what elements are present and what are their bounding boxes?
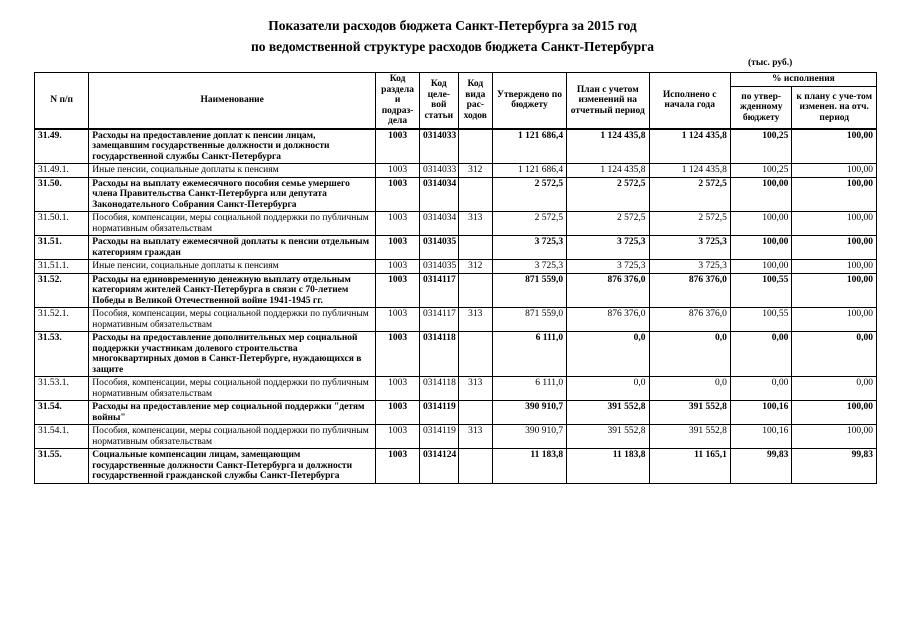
row-executed: 1 124 435,8 xyxy=(649,164,730,178)
row-executed: 391 552,8 xyxy=(649,401,730,425)
table-row xyxy=(35,212,877,236)
header-pct-approved: по утвер-жденному бюджету xyxy=(730,87,792,129)
table-row xyxy=(35,425,877,449)
row-number: 31.53. xyxy=(35,332,89,377)
header-approved: Утверждено по бюджету xyxy=(493,73,567,129)
row-number: 31.50. xyxy=(35,177,89,212)
table-row xyxy=(35,236,877,260)
table-row xyxy=(35,449,877,484)
table-row xyxy=(35,260,877,274)
table-row xyxy=(35,308,877,332)
row-plan: 0,0 xyxy=(567,377,649,401)
row-pct-approved: 100,55 xyxy=(730,308,792,332)
row-pct-plan: 100,00 xyxy=(792,177,877,212)
row-section-code: 1003 xyxy=(376,449,420,484)
row-approved: 1 121 686,4 xyxy=(493,129,567,164)
row-approved: 871 559,0 xyxy=(493,273,567,308)
row-executed: 0,0 xyxy=(649,377,730,401)
row-executed: 11 165,1 xyxy=(649,449,730,484)
row-executed: 2 572,5 xyxy=(649,212,730,236)
row-name: Расходы на предоставление мер социальной поддержки "детям войны" xyxy=(89,401,376,425)
row-pct-plan: 100,00 xyxy=(792,164,877,178)
row-pct-plan: 100,00 xyxy=(792,308,877,332)
row-type-code: 313 xyxy=(458,425,492,449)
row-section-code: 1003 xyxy=(376,273,420,308)
row-type-code xyxy=(458,449,492,484)
row-pct-approved: 100,55 xyxy=(730,273,792,308)
row-approved: 1 121 686,4 xyxy=(493,164,567,178)
row-number: 31.52.1. xyxy=(35,308,89,332)
row-name: Пособия, компенсации, меры социальной поддержки по публичным нормативным обязательствам xyxy=(89,377,376,401)
row-plan: 11 183,8 xyxy=(567,449,649,484)
row-target-code: 0314119 xyxy=(419,425,458,449)
row-number: 31.49.1. xyxy=(35,164,89,178)
row-executed: 876 376,0 xyxy=(649,273,730,308)
row-pct-plan: 99,83 xyxy=(792,449,877,484)
row-number: 31.55. xyxy=(35,449,89,484)
row-section-code: 1003 xyxy=(376,212,420,236)
row-target-code: 0314034 xyxy=(419,212,458,236)
row-name: Расходы на выплату ежемесячной доплаты к пенсии отдельным категориям граждан xyxy=(89,236,376,260)
row-pct-plan: 100,00 xyxy=(792,212,877,236)
document-subtitle: по ведомственной структуре расходов бюджета Санкт-Петербурга xyxy=(250,39,655,54)
row-pct-plan: 100,00 xyxy=(792,236,877,260)
row-pct-approved: 0,00 xyxy=(730,377,792,401)
row-executed: 1 124 435,8 xyxy=(649,129,730,164)
row-section-code: 1003 xyxy=(376,425,420,449)
row-type-code xyxy=(458,236,492,260)
row-target-code: 0314035 xyxy=(419,260,458,274)
row-target-code: 0314124 xyxy=(419,449,458,484)
row-pct-approved: 100,25 xyxy=(730,129,792,164)
row-section-code: 1003 xyxy=(376,164,420,178)
row-approved: 871 559,0 xyxy=(493,308,567,332)
row-type-code xyxy=(458,401,492,425)
row-pct-plan: 0,00 xyxy=(792,377,877,401)
row-section-code: 1003 xyxy=(376,177,420,212)
row-plan: 1 124 435,8 xyxy=(567,164,649,178)
row-target-code: 0314117 xyxy=(419,308,458,332)
row-type-code: 313 xyxy=(458,377,492,401)
row-executed: 0,0 xyxy=(649,332,730,377)
row-plan: 876 376,0 xyxy=(567,308,649,332)
row-pct-approved: 100,25 xyxy=(730,164,792,178)
row-executed: 391 552,8 xyxy=(649,425,730,449)
row-name: Пособия, компенсации, меры социальной поддержки по публичным нормативным обязательствам xyxy=(89,308,376,332)
row-type-code: 313 xyxy=(458,308,492,332)
row-pct-approved: 99,83 xyxy=(730,449,792,484)
row-name: Расходы на выплату ежемесячного пособия семье умершего члена Правительства Санкт-Петербурга или депутата Законодательного Собрания Санкт-Петербурга xyxy=(89,177,376,212)
row-executed: 3 725,3 xyxy=(649,260,730,274)
row-section-code: 1003 xyxy=(376,260,420,274)
row-section-code: 1003 xyxy=(376,332,420,377)
header-num: N п/п xyxy=(35,73,89,129)
row-section-code: 1003 xyxy=(376,377,420,401)
row-name: Расходы на единовременную денежную выплату отдельным категориям жителей Санкт-Петербурга в связи с 70-летием Победы в Великой Отечественной войне 1941-1945 гг. xyxy=(89,273,376,308)
row-approved: 390 910,7 xyxy=(493,401,567,425)
row-type-code: 313 xyxy=(458,212,492,236)
row-type-code xyxy=(458,332,492,377)
row-type-code: 312 xyxy=(458,260,492,274)
row-approved: 6 111,0 xyxy=(493,332,567,377)
row-executed: 2 572,5 xyxy=(649,177,730,212)
row-type-code xyxy=(458,177,492,212)
row-name: Социальные компенсации лицам, замещающим государственные должности Санкт-Петербурга и должности государственной гражданской службы Санкт-Петербурга xyxy=(89,449,376,484)
row-number: 31.50.1. xyxy=(35,212,89,236)
header-type-code: Код вида рас-ходов xyxy=(458,73,492,129)
table-row xyxy=(35,332,877,377)
row-pct-plan: 100,00 xyxy=(792,401,877,425)
row-name: Пособия, компенсации, меры социальной поддержки по публичным нормативным обязательствам xyxy=(89,212,376,236)
row-pct-plan: 0,00 xyxy=(792,332,877,377)
row-name: Расходы на предоставление доплат к пенсии лицам, замещавшим государственные должности и должности государственной службы Санкт-Петербурга xyxy=(89,129,376,164)
row-approved: 6 111,0 xyxy=(493,377,567,401)
row-pct-approved: 100,16 xyxy=(730,401,792,425)
row-approved: 11 183,8 xyxy=(493,449,567,484)
row-approved: 2 572,5 xyxy=(493,177,567,212)
row-pct-plan: 100,00 xyxy=(792,425,877,449)
row-plan: 1 124 435,8 xyxy=(567,129,649,164)
table-row xyxy=(35,129,877,164)
row-pct-approved: 0,00 xyxy=(730,332,792,377)
expenditure-table xyxy=(34,72,877,484)
table-row xyxy=(35,273,877,308)
table-row xyxy=(35,401,877,425)
row-plan: 391 552,8 xyxy=(567,401,649,425)
header-pct-plan: к плану с уче-том изменен. на отч. период xyxy=(792,87,877,129)
header-target-code: Код целе-вой статьи xyxy=(419,73,458,129)
row-number: 31.54.1. xyxy=(35,425,89,449)
row-name: Пособия, компенсации, меры социальной поддержки по публичным нормативным обязательствам xyxy=(89,425,376,449)
row-target-code: 0314118 xyxy=(419,377,458,401)
row-name: Иные пенсии, социальные доплаты к пенсиям xyxy=(89,164,376,178)
row-name: Иные пенсии, социальные доплаты к пенсиям xyxy=(89,260,376,274)
row-number: 31.51.1. xyxy=(35,260,89,274)
row-target-code: 0314034 xyxy=(419,177,458,212)
row-executed: 876 376,0 xyxy=(649,308,730,332)
row-section-code: 1003 xyxy=(376,129,420,164)
row-number: 31.49. xyxy=(35,129,89,164)
row-type-code: 312 xyxy=(458,164,492,178)
row-pct-approved: 100,16 xyxy=(730,425,792,449)
row-plan: 2 572,5 xyxy=(567,212,649,236)
row-plan: 876 376,0 xyxy=(567,273,649,308)
row-section-code: 1003 xyxy=(376,401,420,425)
row-plan: 3 725,3 xyxy=(567,236,649,260)
header-executed: Исполнено с начала года xyxy=(649,73,730,129)
header-name: Наименование xyxy=(89,73,376,129)
row-approved: 3 725,3 xyxy=(493,260,567,274)
table-row xyxy=(35,177,877,212)
row-target-code: 0314119 xyxy=(419,401,458,425)
row-pct-plan: 100,00 xyxy=(792,129,877,164)
row-pct-approved: 100,00 xyxy=(730,236,792,260)
row-plan: 2 572,5 xyxy=(567,177,649,212)
row-approved: 2 572,5 xyxy=(493,212,567,236)
row-plan: 3 725,3 xyxy=(567,260,649,274)
row-number: 31.51. xyxy=(35,236,89,260)
table-row xyxy=(35,377,877,401)
row-pct-approved: 100,00 xyxy=(730,260,792,274)
row-pct-plan: 100,00 xyxy=(792,273,877,308)
row-plan: 0,0 xyxy=(567,332,649,377)
row-type-code xyxy=(458,273,492,308)
row-target-code: 0314033 xyxy=(419,129,458,164)
row-approved: 390 910,7 xyxy=(493,425,567,449)
row-target-code: 0314035 xyxy=(419,236,458,260)
header-percent-group: % исполнения xyxy=(730,73,876,87)
row-name: Расходы на предоставление дополнительных мер социальной поддержки участникам долевого строительства многоквартирных домов в Санкт-Петербурге, нуждающихся в защите xyxy=(89,332,376,377)
row-target-code: 0314033 xyxy=(419,164,458,178)
row-executed: 3 725,3 xyxy=(649,236,730,260)
header-section-code: Код раздела и подраз-дела xyxy=(376,73,420,129)
row-plan: 391 552,8 xyxy=(567,425,649,449)
units-label: (тыс. руб.) xyxy=(748,58,793,68)
row-approved: 3 725,3 xyxy=(493,236,567,260)
document-title: Показатели расходов бюджета Санкт-Петербурга за 2015 год xyxy=(268,18,637,33)
header-plan: План с учетом изменений на отчетный период xyxy=(567,73,649,129)
row-target-code: 0314117 xyxy=(419,273,458,308)
row-section-code: 1003 xyxy=(376,308,420,332)
table-row xyxy=(35,164,877,178)
row-type-code xyxy=(458,129,492,164)
row-pct-approved: 100,00 xyxy=(730,177,792,212)
row-pct-approved: 100,00 xyxy=(730,212,792,236)
row-pct-plan: 100,00 xyxy=(792,260,877,274)
row-number: 31.52. xyxy=(35,273,89,308)
row-section-code: 1003 xyxy=(376,236,420,260)
row-number: 31.54. xyxy=(35,401,89,425)
row-number: 31.53.1. xyxy=(35,377,89,401)
row-target-code: 0314118 xyxy=(419,332,458,377)
